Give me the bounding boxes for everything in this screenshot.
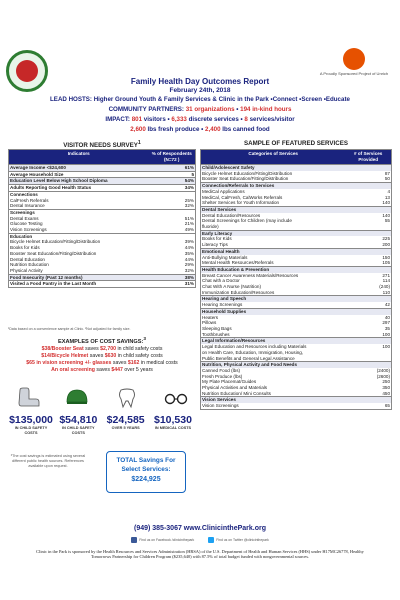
- service-value: 250: [382, 379, 390, 385]
- sponsor-mark-icon: [343, 48, 365, 70]
- survey-row: [9, 171, 195, 178]
- survey-value: 31%: [149, 281, 196, 287]
- survey-label: Dental Insurance: [10, 203, 45, 209]
- survey-label: Connections: [9, 191, 149, 197]
- service-label: fluoride): [202, 224, 219, 230]
- survey-label: Glucose Testing: [10, 221, 43, 227]
- service-label: Immunization Education/Resources: [202, 289, 275, 295]
- impact-line: IMPACT: 801 visitors • 6,333 discrete services • 8 services/visitor: [105, 116, 295, 123]
- service-label: My Plate Placemat/Guides: [202, 379, 257, 385]
- service-label: Breast Cancer Awareness Materials/Resources: [202, 272, 299, 278]
- services-title: SAMPLE OF FEATURED SERVICES: [244, 140, 348, 147]
- service-label: Dental Screenings for Children (may include: [202, 218, 292, 224]
- survey-value: 32%: [184, 203, 194, 209]
- survey-label: CalFresh Referrals: [10, 197, 49, 203]
- survey-label: Average Income <$24,600: [9, 165, 149, 172]
- service-value: 100: [382, 331, 390, 337]
- service-label: Shelter Services for Youth Information: [202, 200, 280, 206]
- service-label: Chat With A Nurse (Nutrition): [202, 284, 261, 290]
- service-value: 200: [382, 242, 390, 248]
- service-value: 4: [387, 188, 390, 194]
- service-value: (240): [379, 284, 390, 290]
- savings-note: ³The cost savings is estimated using several different public health sources. References available upon request.: [10, 454, 86, 468]
- col-categories: Categories of Services: [201, 150, 345, 165]
- service-label: Books for Kids: [202, 236, 232, 242]
- service-value: 350: [382, 385, 390, 391]
- total-label-2: Select Services:: [121, 466, 171, 473]
- service-label: Nutrition Education/ Mini Consults: [202, 390, 271, 396]
- survey-row: [9, 281, 195, 287]
- service-value: 140: [382, 200, 390, 206]
- service-label: MediCal Applications: [202, 188, 245, 194]
- total-value: $224,925: [131, 476, 161, 483]
- total-label-1: TOTAL Savings For: [116, 457, 176, 464]
- survey-value: 21%: [184, 221, 194, 227]
- glasses-icon: [156, 387, 196, 409]
- service-value: 87: [384, 170, 390, 176]
- service-label: Connection/Referrals to Services: [201, 183, 345, 189]
- twitter-link[interactable]: Find us on Twitter @clinicinthepark: [208, 537, 269, 543]
- service-label: Emotional Health: [201, 248, 345, 254]
- total-savings-box: [106, 451, 186, 493]
- service-label: Public Benefits and General Legal Assistance: [202, 355, 295, 361]
- survey-value: 61%: [149, 165, 196, 172]
- survey-row: [9, 165, 195, 172]
- service-row: [201, 403, 391, 409]
- service-label: Health Education & Prevention: [201, 266, 345, 272]
- service-label: Anti-Bullying Materials: [202, 254, 248, 260]
- survey-label: Education Level Below High School Diploma: [9, 178, 149, 185]
- service-value: 42: [384, 302, 390, 308]
- cost-savings: [8, 335, 196, 374]
- survey-label: Vision Screenings: [10, 227, 47, 233]
- service-label: Canned Food (lbs): [202, 367, 241, 373]
- funding-statement: Clinic in the Park is sponsored by the Health Resources and Services Administration (HRSA) of the U.S. Department of Health and Human Services (HHS) under H17MC26778, Healthy Tomorrows Partnership for Children Program ($235,640) with 87.5% of total budget funded with nongovernmental sources.: [36, 549, 364, 560]
- service-label: Household Supplies: [201, 308, 345, 314]
- service-value: 110: [382, 289, 390, 295]
- survey-value: 29%: [184, 262, 194, 268]
- survey-value: 44%: [184, 245, 194, 251]
- service-label: Mental Health Resources/Referrals: [202, 260, 274, 266]
- visitor-needs-table: [8, 149, 196, 288]
- survey-label: Books for Kids: [10, 245, 40, 251]
- report-title: Family Health Day Outcomes Report: [130, 77, 270, 86]
- service-value: (2400): [376, 367, 390, 373]
- service-value: 450: [382, 390, 390, 396]
- survey-value: 5: [149, 171, 196, 178]
- survey-value: 39%: [184, 239, 194, 245]
- service-value: 114: [382, 278, 390, 284]
- survey-value: 32%: [184, 267, 194, 273]
- savings-amounts: [8, 414, 196, 436]
- survey-label: Dental Education: [10, 256, 45, 262]
- service-value: 100: [382, 344, 390, 350]
- survey-value: 34%: [149, 185, 196, 192]
- service-label: Child/Adolescent Safety: [201, 165, 345, 171]
- savings-line-vision: $65 in vision screening +/- glasses saves $162 in medical costs: [26, 359, 178, 366]
- service-label: Pillows: [202, 320, 217, 326]
- service-value: 13: [384, 194, 390, 200]
- service-label: MediCal, CalFresh, CalWorks Referrals: [202, 194, 283, 200]
- amount-car-seat: $135,000 IN CHILD SAFETY COSTS: [9, 414, 53, 435]
- survey-label: Adults Reporting Good Health Status: [9, 185, 149, 192]
- survey-label: Booster Seat Education/Fitting/Distribution: [10, 250, 97, 256]
- service-label: Bicycle Helmet Education/Fitting/Distribution: [202, 170, 293, 176]
- service-label: Booster Seat Education/Fitting/Distribution: [202, 176, 289, 182]
- survey-row: [9, 185, 195, 192]
- community-partners: COMMUNITY PARTNERS: 31 organizations • 194 in-kind hours: [108, 106, 292, 113]
- survey-value: 38%: [149, 274, 196, 281]
- sponsor-logo-text: A Proudly Sponsored Project of Unrich: [319, 71, 389, 76]
- service-value: 297: [382, 320, 390, 326]
- survey-label: Food Insecurity (Past 12 months): [9, 274, 149, 281]
- featured-services-table: [200, 149, 392, 410]
- twitter-icon: [208, 537, 214, 543]
- report-date: February 24th, 2018: [169, 87, 231, 94]
- service-value: (2600): [376, 373, 390, 379]
- savings-line-booster: $38/Booster Seat saves $2,700 in child safety costs: [41, 345, 163, 352]
- survey-title: VISITOR NEEDS SURVEY$^1$: [63, 140, 141, 150]
- service-label: Toothbrushes: [202, 331, 230, 337]
- survey-row: [9, 178, 195, 185]
- service-value: 35: [384, 325, 390, 331]
- service-label: Vision Screenings: [202, 403, 239, 409]
- service-value: 105: [382, 260, 390, 266]
- service-value: 55: [384, 218, 390, 224]
- survey-value: 54%: [149, 178, 196, 185]
- service-label: Hearing Screenings: [202, 302, 243, 308]
- col-indicators: Indicators: [9, 150, 149, 165]
- survey-value: 44%: [184, 256, 194, 262]
- col-count: # of Services Provided: [345, 150, 391, 165]
- service-label: Heaters: [202, 314, 219, 320]
- survey-label: Dental Exams: [10, 215, 39, 221]
- service-value: 50: [384, 176, 390, 182]
- service-label: Early Literacy: [201, 230, 345, 236]
- survey-label: Screenings: [9, 209, 149, 215]
- sponsor-logo: [318, 48, 390, 76]
- savings-line-oral: An oral screening saves $447 over 5 years: [51, 366, 153, 373]
- helmet-icon: [57, 387, 97, 409]
- service-label: Sleeping Bags: [202, 325, 232, 331]
- survey-label: Average Household Size: [9, 171, 149, 178]
- service-value: 225: [382, 236, 390, 242]
- car-seat-icon: [8, 387, 48, 409]
- service-label: Fresh Produce (lbs): [202, 373, 243, 379]
- contact-line: (949) 385-3067 www.ClinicinthePark.org: [133, 525, 266, 532]
- survey-label: Bicycle Helmet Education/Fitting/Distribution: [10, 239, 101, 245]
- facebook-icon: [131, 537, 137, 543]
- survey-footnote: ¹Data based on a convenience sample at Clinic. ²Not adjusted for family size.: [8, 327, 131, 331]
- savings-icons: [8, 387, 196, 409]
- report-header: [0, 77, 400, 134]
- service-value: 140: [382, 212, 390, 218]
- service-label: Dental Services: [201, 206, 345, 212]
- lead-hosts: LEAD HOSTS: Higher Ground Youth & Family Services & Clinic in the Park •Connect •Screen •Educate: [50, 96, 350, 103]
- amount-helmet: $54,810 IN CHILD SAFETY COSTS: [59, 414, 98, 435]
- service-value: 271: [382, 272, 390, 278]
- service-label: Literacy Tips: [202, 242, 228, 248]
- survey-value: 49%: [184, 227, 194, 233]
- service-value: 40: [384, 314, 390, 320]
- survey-label: Visited a Food Pantry in the Last Month: [9, 281, 149, 287]
- service-label: on Health Care, Education, Immigration, Housing,: [202, 349, 304, 355]
- col-respondents: % of Respondents (N=72 ): [149, 150, 196, 165]
- amount-oral: $24,585 OVER 5 YEARS: [106, 414, 145, 430]
- service-label: Hearing and Speech: [201, 296, 345, 302]
- survey-label: Nutrition Education: [10, 262, 49, 268]
- service-value: 150: [382, 254, 390, 260]
- savings-line-helmet: $14/Bicycle Helmet saves $630 in child safety costs: [41, 352, 163, 359]
- service-label: Physical Activities and Materials: [202, 385, 268, 391]
- service-label: Vision Services: [201, 397, 345, 403]
- survey-row: [9, 274, 195, 281]
- facebook-link[interactable]: Find us on Facebook /clinicinthepark: [131, 537, 194, 543]
- service-label: Chat with a Doctor: [202, 278, 240, 284]
- survey-value: 25%: [184, 197, 194, 203]
- social-links: [0, 537, 400, 543]
- amount-vision: $10,530 IN MEDICAL COSTS: [154, 414, 192, 430]
- service-label: Legal Education and Resources including Materials: [202, 344, 307, 350]
- service-label: Legal Information/Resources: [201, 338, 345, 344]
- survey-label: Physical Activity: [10, 267, 43, 273]
- food-line: 2,600 lbs fresh produce • 2,400 lbs canned food: [130, 126, 270, 133]
- survey-value: 51%: [184, 215, 194, 221]
- savings-heading: EXAMPLES OF COST SAVINGS:$^3$: [58, 336, 146, 345]
- service-value: 65: [384, 403, 390, 409]
- tooth-icon: [107, 387, 147, 409]
- service-label: Dental Education/Resources: [202, 212, 261, 218]
- survey-label: Education: [9, 233, 149, 239]
- survey-value: 35%: [184, 250, 194, 256]
- service-label: Nutrition, Physical Activity and Food Needs: [201, 362, 345, 368]
